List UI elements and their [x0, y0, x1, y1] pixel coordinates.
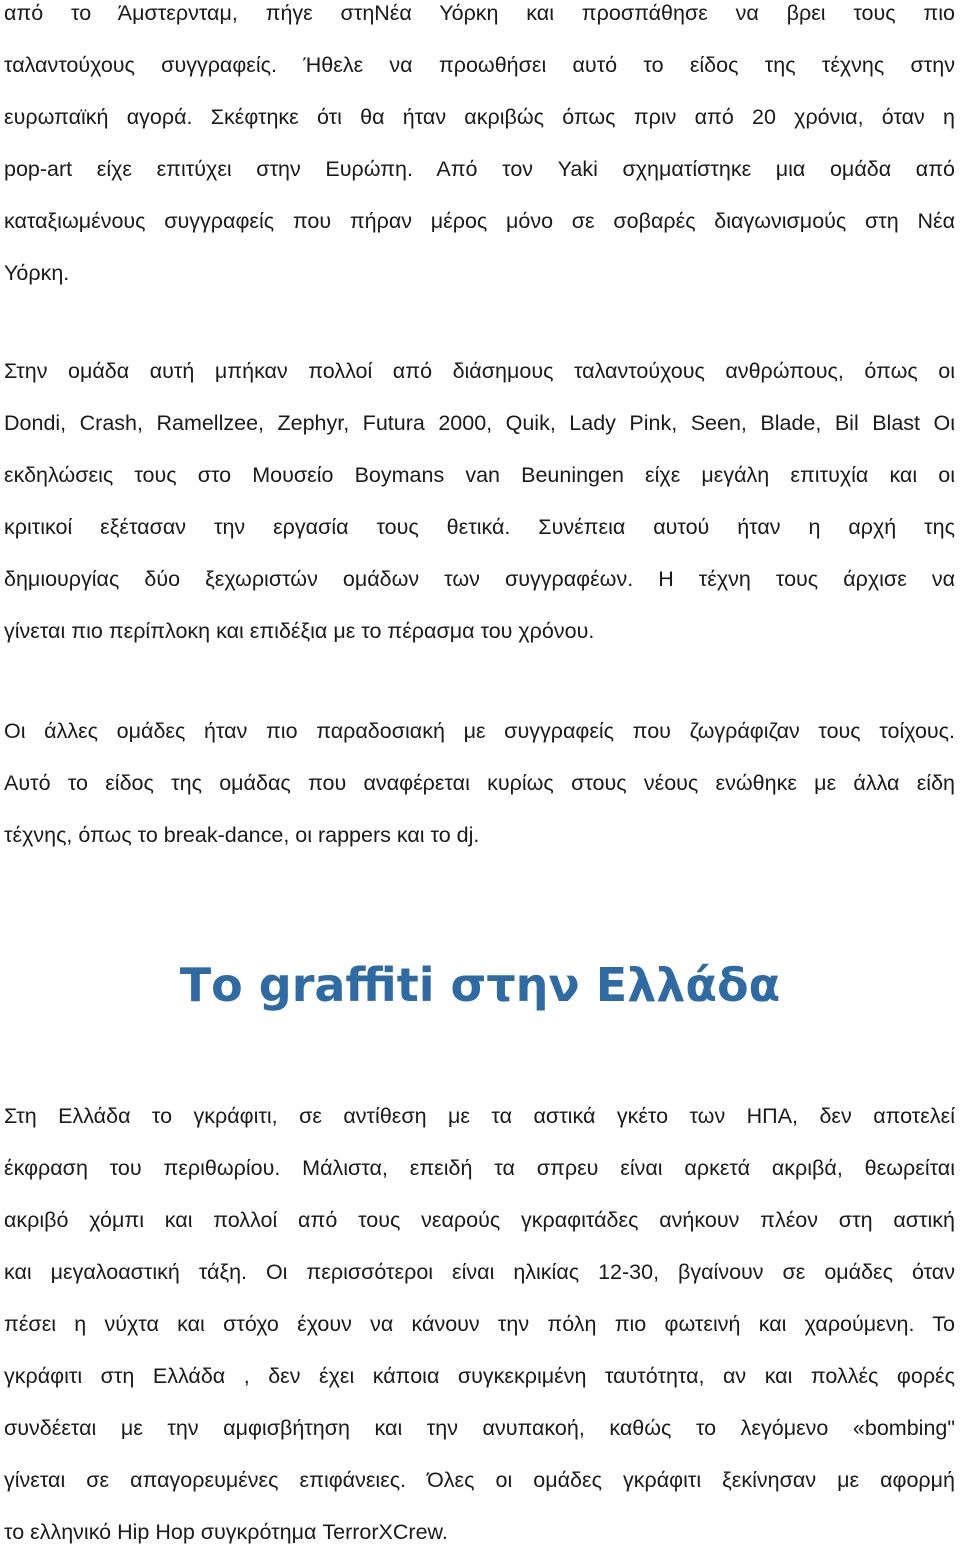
text-line: και μεγαλοαστική τάξη. Οι περισσότεροι είναι ηλικίας 12-30, βγαίνουν σε ομάδες όταν	[4, 1260, 955, 1284]
text-line: γίνεται σε απαγορευμένες επιφάνειες. Όλες οι ομάδες γκράφιτι ξεκίνησαν με αφορμή	[4, 1468, 955, 1492]
text-line: το ελληνικό Hip Hop συγκρότημα TerrorXCrew.	[4, 1520, 448, 1544]
text-line: Οι άλλες ομάδες ήταν πιο παραδοσιακή με συγγραφείς που ζωγράφιζαν τους τοίχους.	[4, 719, 955, 743]
text-line: Υόρκη.	[4, 261, 70, 285]
text-line: τέχνης, όπως το break-dance, οι rappers και το dj.	[4, 823, 480, 847]
paragraph-4	[4, 1090, 955, 1558]
paragraph-2	[4, 345, 955, 657]
text-line: ευρωπαϊκή αγορά. Σκέφτηκε ότι θα ήταν ακριβώς όπως πριν από 20 χρόνια, όταν η	[4, 105, 955, 129]
text-line: pop-art είχε επιτύχει στην Ευρώπη. Από τον Yaki σχηματίστηκε μια ομάδα από	[4, 157, 955, 181]
text-line: Dondi, Crash, Ramellzee, Zephyr, Futura 2000, Quik, Lady Pink, Seen, Blade, Bil Blast Οι	[4, 411, 955, 435]
text-line: Στη Ελλάδα το γκράφιτι, σε αντίθεση με τα αστικά γκέτο των ΗΠΑ, δεν αποτελεί	[4, 1104, 955, 1128]
text-line: γκράφιτι στη Ελλάδα , δεν έχει κάποια συγκεκριμένη ταυτότητα, αν και πολλές φορές	[4, 1364, 955, 1388]
text-line: συνδέεται με την αμφισβήτηση και την ανυπακοή, καθώς το λεγόμενο «bombing"	[4, 1416, 955, 1440]
section-heading: Το graffiti στην Ελλάδα	[179, 958, 781, 1012]
text-line: ταλαντούχους συγγραφείς. Ήθελε να προωθήσει αυτό το είδος της τέχνης στην	[4, 53, 955, 77]
text-line: ακριβό χόμπι και πολλοί από τους νεαρούς γκραφιτάδες ανήκουν πλέον στη αστική	[4, 1208, 955, 1232]
paragraph-3	[4, 705, 955, 861]
text-line: γίνεται πιο περίπλοκη και επιδέξια με το πέρασμα του χρόνου.	[4, 619, 595, 643]
text-line: δημιουργίας δύο ξεχωριστών ομάδων των συγγραφέων. Η τέχνη τους άρχισε να	[4, 567, 955, 591]
text-line: πέσει η νύχτα και στόχο έχουν να κάνουν την πόλη πιο φωτεινή και χαρούμενη. Το	[4, 1312, 955, 1336]
text-line: Αυτό το είδος της ομάδας που αναφέρεται κυρίως στους νέους ενώθηκε με άλλα είδη	[4, 771, 955, 795]
text-line: κριτικοί εξέτασαν την εργασία τους θετικά. Συνέπεια αυτού ήταν η αρχή της	[4, 515, 955, 539]
text-line: από το Άμστερνταμ, πήγε στηΝέα Υόρκη και προσπάθησε να βρει τους πιο	[4, 1, 955, 25]
text-line: καταξιωμένους συγγραφείς που πήραν μέρος μόνο σε σοβαρές διαγωνισμούς στη Νέα	[4, 209, 955, 233]
text-line: εκδηλώσεις τους στο Μουσείο Boymans van Beuningen είχε μεγάλη επιτυχία και οι	[4, 463, 955, 487]
text-line: έκφραση του περιθωρίου. Μάλιστα, επειδή τα σπρευ είναι αρκετά ακριβά, θεωρείται	[4, 1156, 955, 1180]
paragraph-1	[4, 0, 955, 299]
text-line: Στην ομάδα αυτή μπήκαν πολλοί από διάσημους ταλαντούχους ανθρώπους, όπως οι	[4, 359, 955, 383]
